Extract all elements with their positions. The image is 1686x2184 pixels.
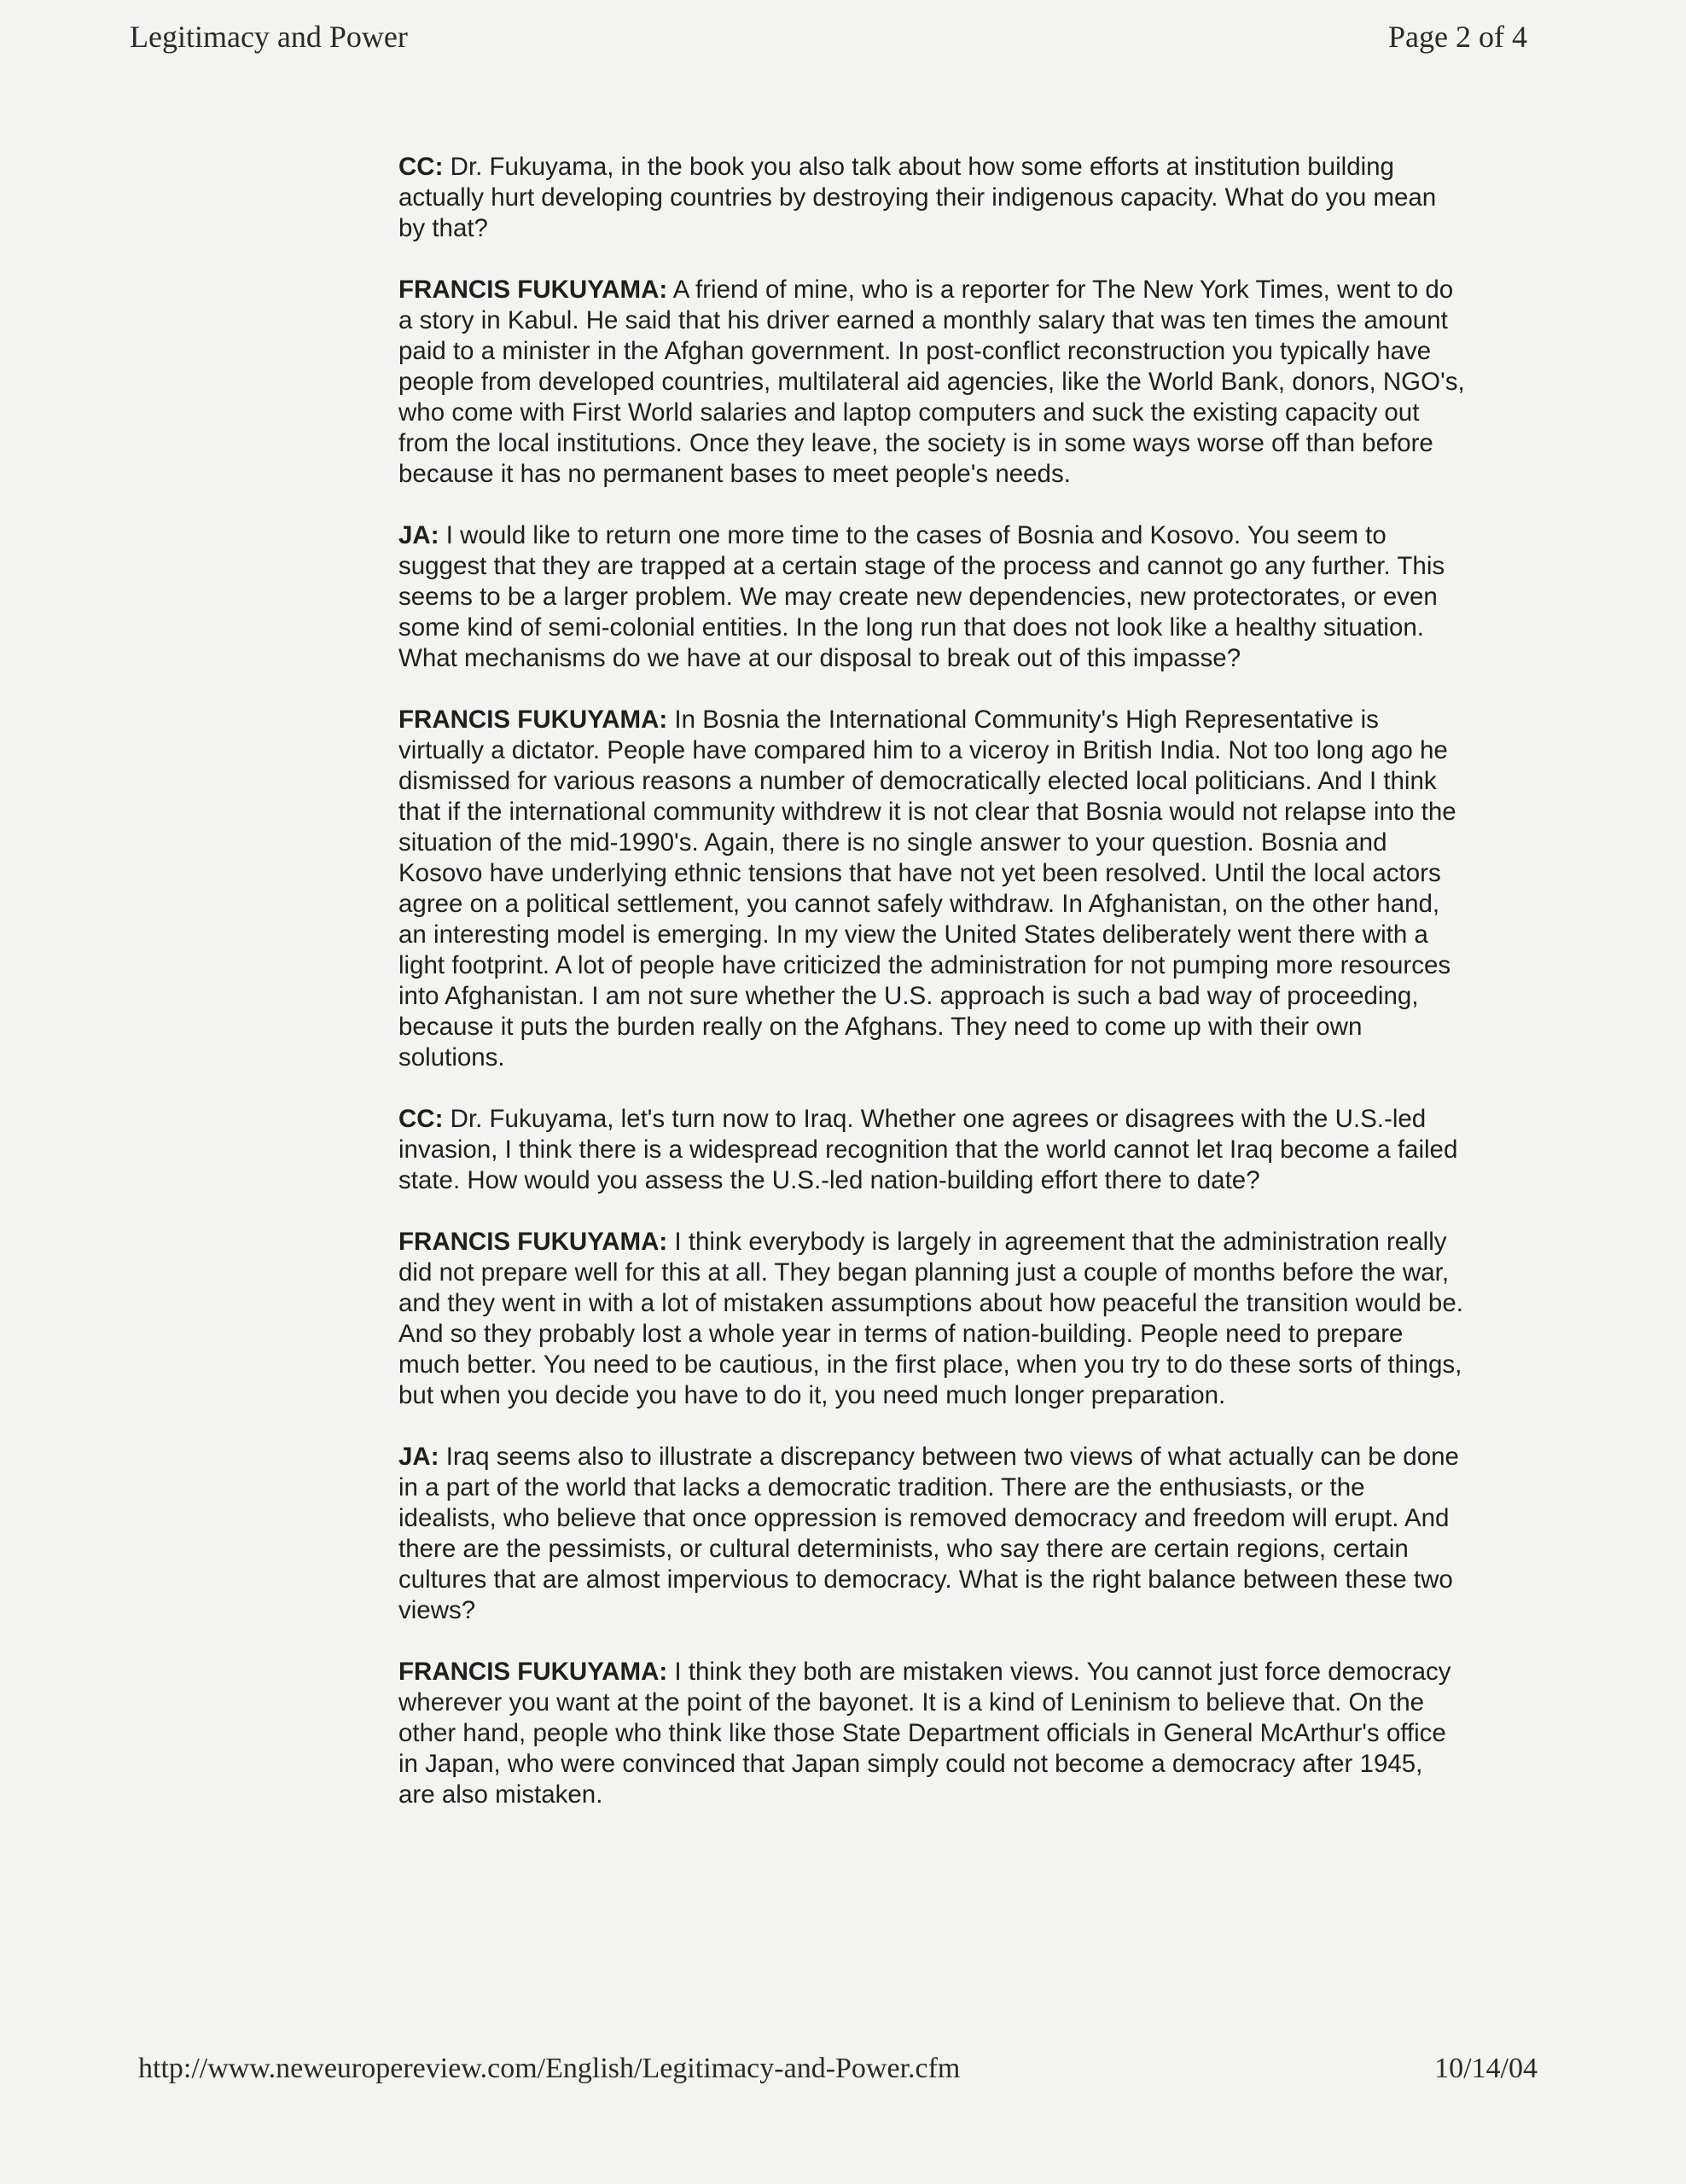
speaker-label: FRANCIS FUKUYAMA:: [398, 706, 668, 734]
qa-text: A friend of mine, who is a reporter for The New York Times, went to do a story in Kabul. He said that his driver earned a monthly salary that was ten times the amount paid to a minister in the Afghan government. In post-conflict reconstruction you typically have people from developed countries, multilateral aid agencies, like the World Bank, donors, NGO's, who come with First World salaries and laptop computers and suck the existing capacity out from the local institutions. Once they leave, the society is in some ways worse off than before because it has no permanent bases to meet people's needs.: [398, 276, 1465, 488]
qa-text: I think they both are mistaken views. You cannot just force democracy wherever you want at the point of the bayonet. It is a kind of Leninism to believe that. On the other hand, people who think like those State Department officials in General McArthur's office in Japan, who were convinced that Japan simply could not become a democracy after 1945, are also mistaken.: [398, 1658, 1451, 1809]
qa-block: [398, 1227, 1465, 1411]
print-date: 10/14/04: [1434, 2053, 1538, 2084]
speaker-label: FRANCIS FUKUYAMA:: [398, 1228, 668, 1256]
speaker-label: JA:: [398, 521, 439, 549]
page-number: Page 2 of 4: [1388, 20, 1527, 54]
qa-block: [398, 520, 1465, 674]
speaker-label: FRANCIS FUKUYAMA:: [398, 276, 668, 304]
qa-block: [398, 1104, 1465, 1196]
speaker-label: CC:: [398, 1105, 444, 1133]
qa-text: Dr. Fukuyama, let's turn now to Iraq. Whether one agrees or disagrees with the U.S.-led invasion, I think there is a widespread recognition that the world cannot let Iraq become a failed state. How would you assess the U.S.-led nation-building effort there to date?: [398, 1105, 1458, 1194]
qa-text: I think everybody is largely in agreement that the administration really did not prepare well for this at all. They began planning just a couple of months before the war, and they went in with a lot of mistaken assumptions about how peaceful the transition would be. And so they probably lost a whole year in terms of nation-building. People need to prepare much better. You need to be cautious, in the first place, when you try to do these sorts of things, but when you decide you have to do it, you need much longer preparation.: [398, 1228, 1463, 1409]
qa-text: I would like to return one more time to the cases of Bosnia and Kosovo. You seem to suggest that they are trapped at a certain stage of the process and cannot go any further. This seems to be a larger problem. We may create new dependencies, new protectorates, or even some kind of semi-colonial entities. In the long run that does not look like a healthy situation. What mechanisms do we have at our disposal to break out of this impasse?: [398, 521, 1445, 672]
qa-text: In Bosnia the International Community's High Representative is virtually a dictator. People have compared him to a viceroy in British India. Not too long ago he dismissed for various reasons a number of democratically elected local politicians. And I think that if the international community withdrew it is not clear that Bosnia would not relapse into the situation of the mid-1990's. Again, there is no single answer to your question. Bosnia and Kosovo have underlying ethnic tensions that have not yet been resolved. Until the local actors agree on a political settlement, you cannot safely withdraw. In Afghanistan, on the other hand, an interesting model is emerging. In my view the United States deliberately went there with a light footprint. A lot of people have criticized the administration for not pumping more resources into Afghanistan. I am not sure whether the U.S. approach is such a bad way of proceeding, because it puts the burden really on the Afghans. They need to come up with their own solutions.: [398, 706, 1456, 1072]
qa-block: [398, 275, 1465, 490]
interview-body: [398, 152, 1465, 1841]
speaker-label: CC:: [398, 153, 444, 181]
speaker-label: FRANCIS FUKUYAMA:: [398, 1658, 668, 1686]
qa-block: [398, 1442, 1465, 1626]
qa-text: Dr. Fukuyama, in the book you also talk about how some efforts at institution building actually hurt developing countries by destroying their indigenous capacity. What do you mean by that?: [398, 153, 1437, 242]
qa-block: [398, 1657, 1465, 1810]
speaker-label: JA:: [398, 1443, 439, 1471]
source-url: http://www.neweuropereview.com/English/Legitimacy-and-Power.cfm: [138, 2053, 961, 2084]
qa-block: [398, 152, 1465, 244]
qa-block: [398, 705, 1465, 1073]
qa-text: Iraq seems also to illustrate a discrepancy between two views of what actually can be done in a part of the world that lacks a democratic tradition. There are the enthusiasts, or the idealists, who believe that once oppression is removed democracy and freedom will erupt. And there are the pessimists, or cultural determinists, who say there are certain regions, certain cultures that are almost impervious to democracy. What is the right balance between these two views?: [398, 1443, 1459, 1624]
page-header-title: Legitimacy and Power: [130, 20, 408, 54]
